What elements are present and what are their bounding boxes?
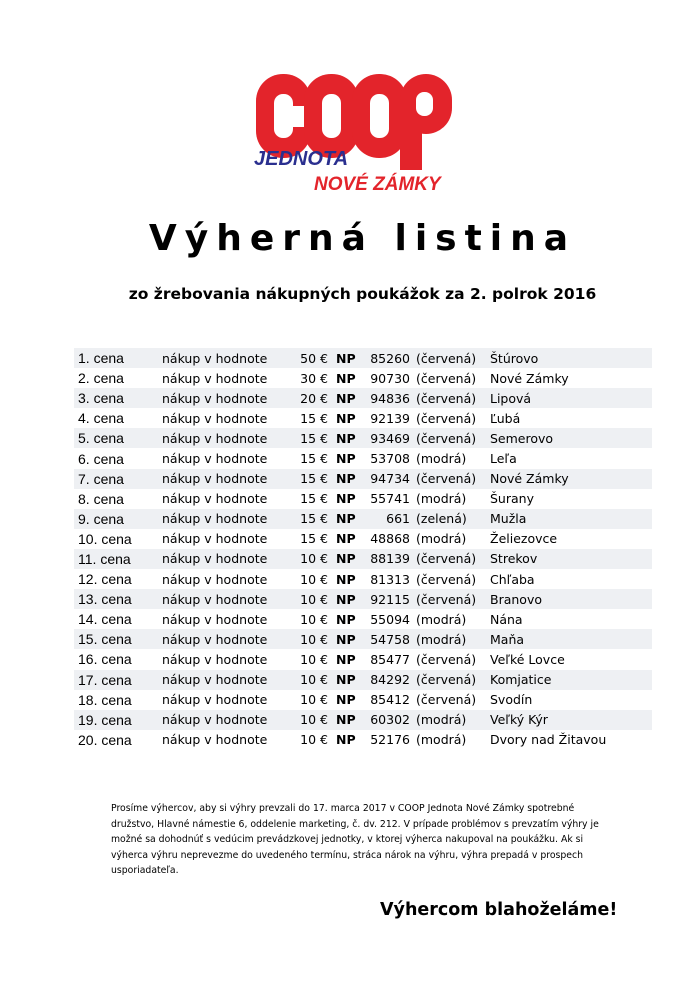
winner-row (74, 388, 652, 408)
winner-rank: 14. cena (78, 611, 132, 628)
winner-row (74, 549, 652, 569)
winner-np: NP (336, 589, 366, 609)
winner-value: 15 € (290, 469, 336, 489)
winner-code: 52176 (370, 732, 410, 748)
winner-value: 10 € (290, 710, 336, 730)
winner-np: NP (336, 670, 366, 690)
winner-color: (červená) (416, 589, 490, 609)
winner-code: 54758 (366, 629, 416, 649)
winner-code: 88139 (366, 549, 416, 569)
winner-text: nákup v hodnote (162, 710, 290, 730)
winner-np: NP (336, 531, 356, 547)
winner-value: 15 € (290, 428, 336, 448)
winner-town: Želiezovce (490, 531, 558, 547)
winner-value: 30 € (300, 370, 328, 386)
winner-town: Lipová (490, 388, 652, 408)
winner-color: (červená) (416, 388, 490, 408)
winner-text: nákup v hodnote (162, 670, 290, 690)
winner-value: 10 € (300, 732, 328, 748)
winner-text: nákup v hodnote (162, 451, 268, 467)
winner-text: nákup v hodnote (162, 469, 290, 489)
winner-np: NP (336, 388, 366, 408)
winner-rank: 6. cena (78, 450, 124, 467)
winner-rank: 7. cena (74, 469, 162, 489)
winner-code: 85412 (370, 692, 410, 708)
winner-text: nákup v hodnote (162, 410, 268, 426)
winner-town: Veľké Lovce (490, 651, 565, 667)
winner-color: (červená) (416, 428, 490, 448)
winner-row (74, 469, 652, 489)
winner-town: Semerovo (490, 428, 652, 448)
winner-color: (modrá) (416, 611, 467, 627)
winner-row (74, 649, 652, 669)
page-title: Výherná listina (148, 218, 577, 259)
winner-code: 84292 (366, 670, 416, 690)
winner-code: 55094 (370, 611, 410, 627)
winner-town: Chľaba (490, 571, 535, 587)
winner-np: NP (336, 611, 356, 627)
winner-town: Nové Zámky (490, 370, 569, 386)
winner-rank: 8. cena (78, 490, 124, 507)
winner-text: nákup v hodnote (162, 571, 268, 587)
winner-color: (červená) (416, 571, 477, 587)
winner-code: 48868 (370, 531, 410, 547)
winner-town: Komjatice (490, 670, 652, 690)
winner-code: 85477 (370, 651, 410, 667)
coop-jednota-logo (252, 70, 472, 195)
winner-rank: 15. cena (74, 629, 162, 649)
winner-code: 85260 (366, 348, 416, 368)
winner-row (74, 710, 652, 730)
winner-text: nákup v hodnote (162, 509, 290, 529)
winner-text: nákup v hodnote (162, 491, 268, 507)
winner-value: 15 € (300, 491, 328, 507)
winner-np: NP (336, 732, 356, 748)
winner-town: Šurany (490, 491, 534, 507)
winner-code: 92115 (366, 589, 416, 609)
winner-np: NP (336, 469, 366, 489)
winner-value: 10 € (290, 670, 336, 690)
winner-code: 53708 (370, 451, 410, 467)
winner-value: 10 € (290, 589, 336, 609)
winner-color: (červená) (416, 651, 477, 667)
winner-np: NP (336, 651, 356, 667)
winner-np: NP (336, 509, 366, 529)
winner-rank: 5. cena (74, 428, 162, 448)
winner-np: NP (336, 428, 366, 448)
winner-code: 94836 (366, 388, 416, 408)
winner-row (74, 589, 652, 609)
winner-value: 15 € (300, 410, 328, 426)
winner-town: Štúrovo (490, 348, 652, 368)
winner-rank: 13. cena (74, 589, 162, 609)
winner-np: NP (336, 692, 356, 708)
winner-code: 661 (366, 509, 416, 529)
winner-rank: 12. cena (78, 571, 132, 588)
winner-text: nákup v hodnote (162, 348, 290, 368)
winner-town: Nána (490, 611, 523, 627)
winner-value: 15 € (300, 451, 328, 467)
winner-value: 20 € (290, 388, 336, 408)
collection-notice: Prosíme výhercov, aby si výhry prevzali do 17. marca 2017 v COOP Jednota Nové Zámky spotrebné družstvo, Hlavné námestie 6, oddelenie marketing, č. dv. 212. V prípade problémov s prevzatím výhry je možné sa dohodnúť s vedúcim prevádzkovej jednotky, v ktorej výherca nakupoval na poukážku. Ak si výherca výhru neprevezme do uvedeného termínu, stráca nárok na výhru, výhra prepadá v prospech usporiadateľa. (111, 803, 599, 876)
winner-row (74, 448, 652, 468)
winner-color: (modrá) (416, 710, 490, 730)
winner-np: NP (336, 348, 366, 368)
winner-code: 93469 (366, 428, 416, 448)
winner-color: (zelená) (416, 509, 490, 529)
winner-value: 15 € (300, 531, 328, 547)
winner-rank: 3. cena (74, 388, 162, 408)
winner-text: nákup v hodnote (162, 732, 268, 748)
winner-rank: 4. cena (78, 410, 124, 427)
winner-rank: 16. cena (78, 651, 132, 668)
winner-town: Dvory nad Žitavou (490, 732, 607, 748)
winner-rank: 19. cena (74, 710, 162, 730)
winner-text: nákup v hodnote (162, 549, 290, 569)
winner-color: (červená) (416, 410, 477, 426)
winner-code: 94734 (366, 469, 416, 489)
winner-rank: 10. cena (78, 530, 132, 547)
winner-row (74, 428, 652, 448)
winner-np: NP (336, 710, 366, 730)
winner-np: NP (336, 410, 356, 426)
winner-code: 60302 (366, 710, 416, 730)
winner-town: Svodín (490, 692, 533, 708)
winner-color: (červená) (416, 692, 477, 708)
winner-np: NP (336, 451, 356, 467)
winner-color: (červená) (416, 549, 490, 569)
congratulations: Výhercom blahoželáme! (380, 900, 618, 920)
logo-line2: NOVÉ ZÁMKY (314, 174, 441, 195)
winner-rank: 2. cena (78, 370, 124, 387)
winner-code: 90730 (370, 370, 410, 386)
winner-text: nákup v hodnote (162, 589, 290, 609)
winner-rank: 1. cena (74, 348, 162, 368)
winner-value: 50 € (290, 348, 336, 368)
winner-text: nákup v hodnote (162, 388, 290, 408)
winner-row (74, 489, 652, 509)
winner-town: Veľký Kýr (490, 710, 652, 730)
winner-town: Maňa (490, 629, 652, 649)
winner-color: (červená) (416, 348, 490, 368)
winner-value: 10 € (290, 549, 336, 569)
winner-color: (modrá) (416, 451, 467, 467)
winner-row (74, 670, 652, 690)
winner-np: NP (336, 549, 366, 569)
winner-color: (modrá) (416, 732, 467, 748)
winner-row (74, 730, 652, 750)
winner-row (74, 368, 652, 388)
winner-np: NP (336, 629, 366, 649)
winner-row (74, 529, 652, 549)
winner-rank: 18. cena (78, 691, 132, 708)
winner-text: nákup v hodnote (162, 428, 290, 448)
winner-value: 10 € (290, 629, 336, 649)
winner-value: 10 € (300, 692, 328, 708)
winner-rank: 20. cena (78, 731, 132, 748)
winner-text: nákup v hodnote (162, 531, 268, 547)
winner-text: nákup v hodnote (162, 692, 268, 708)
winner-color: (modrá) (416, 629, 490, 649)
winner-town: Branovo (490, 589, 652, 609)
winner-row (74, 348, 652, 368)
winner-value: 15 € (290, 509, 336, 529)
winner-row (74, 609, 652, 629)
winner-value: 10 € (300, 611, 328, 627)
winner-value: 10 € (300, 571, 328, 587)
winner-text: nákup v hodnote (162, 651, 268, 667)
winner-color: (modrá) (416, 491, 467, 507)
winner-town: Leľa (490, 451, 517, 467)
winner-rank: 9. cena (74, 509, 162, 529)
winner-town: Strekov (490, 549, 652, 569)
winner-rank: 11. cena (74, 549, 162, 569)
winner-code: 81313 (370, 571, 410, 587)
winner-np: NP (336, 571, 356, 587)
winner-town: Ľubá (490, 410, 521, 426)
winner-row (74, 690, 652, 710)
winner-text: nákup v hodnote (162, 629, 290, 649)
winner-color: (červená) (416, 469, 490, 489)
winner-row (74, 629, 652, 649)
winner-code: 55741 (370, 491, 410, 507)
winner-np: NP (336, 370, 356, 386)
winner-text: nákup v hodnote (162, 611, 268, 627)
winners-table (74, 348, 652, 750)
winner-row (74, 509, 652, 529)
winner-town: Nové Zámky (490, 469, 652, 489)
winner-town: Mužla (490, 509, 652, 529)
winner-color: (červená) (416, 670, 490, 690)
winner-np: NP (336, 491, 356, 507)
winner-rank: 17. cena (74, 670, 162, 690)
winner-row (74, 408, 652, 428)
winner-color: (červená) (416, 370, 477, 386)
winner-row (74, 569, 652, 589)
winner-value: 10 € (300, 651, 328, 667)
page-subtitle: zo žrebovania nákupných poukážok za 2. polrok 2016 (128, 285, 597, 303)
winner-text: nákup v hodnote (162, 370, 268, 386)
winner-color: (modrá) (416, 531, 467, 547)
logo-line1: JEDNOTA (254, 148, 349, 170)
winner-code: 92139 (370, 410, 410, 426)
